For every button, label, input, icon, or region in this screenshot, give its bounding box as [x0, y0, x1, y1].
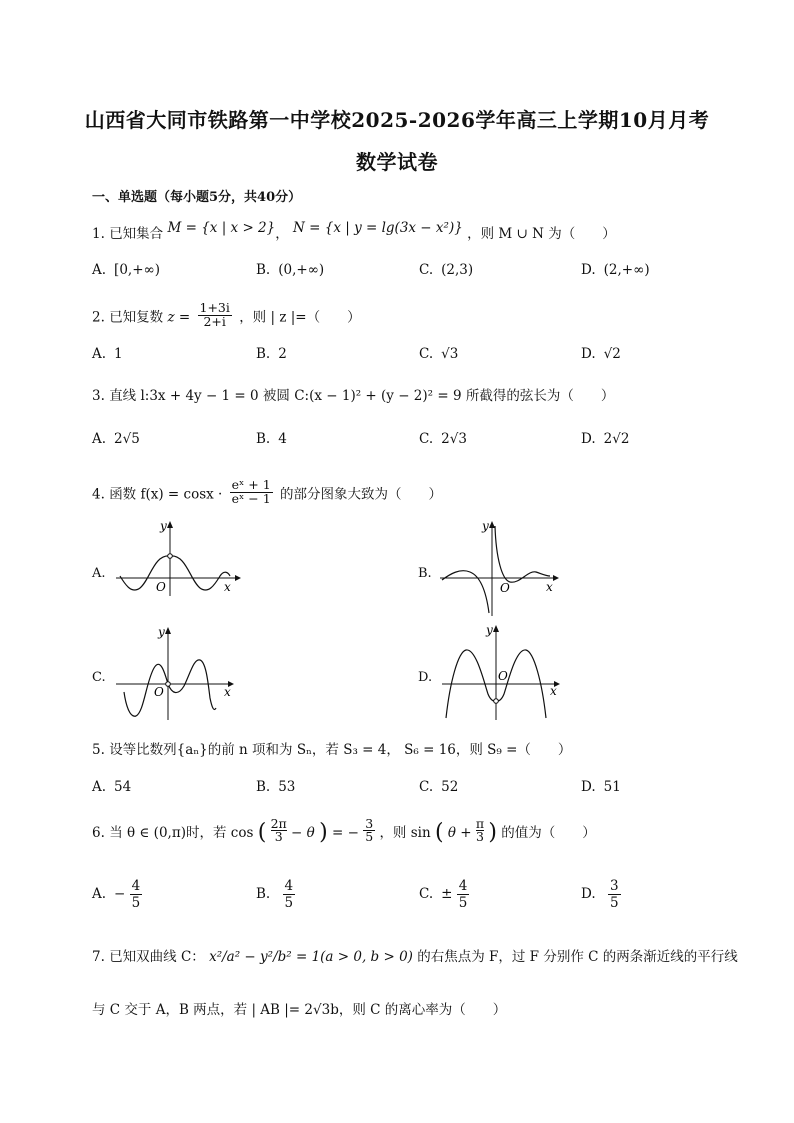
svg-text:O: O	[500, 581, 510, 595]
option-d: D. 2√2	[581, 431, 630, 447]
graph-b-label: B.	[418, 566, 432, 581]
fraction-numerator: 1+3i	[199, 300, 230, 315]
option-a: A. [0,+∞)	[92, 262, 161, 278]
option-b: B. $\frac{4}{5}$	[256, 878, 294, 911]
question-6: 6. 当 θ ∈ (0,π)时，若 cos ( $\frac{2\pi}{3}$ − θ ) = − $\frac{3}{5}$ ，则 sin ( θ + $\frac{\pi}{3}$ ) 的值为（ ）	[92, 815, 596, 845]
option-b: B. 53	[256, 779, 296, 795]
question-number: 1.	[92, 226, 105, 242]
question-2: 2. 已知复数 z = $\frac{1+3i}{2+i}$ ，则 | z |=（ ）	[92, 300, 361, 329]
option-d: D. 51	[581, 779, 621, 795]
graph-d-label: D.	[418, 670, 433, 685]
graph-b	[436, 518, 566, 618]
section-heading: 一、单选题（每小题5分，共40分）	[92, 190, 302, 205]
svg-text:O: O	[154, 685, 164, 699]
question-1: 1. 已知集合 M = {x | x > 2}， N = {x | y = lg(3x − x²)} ，则 M ∪ N 为（ ）	[92, 220, 616, 242]
graph-d	[436, 622, 566, 722]
svg-text:x: x	[546, 580, 553, 594]
question-7: 7. 已知双曲线 C： x²/a² − y²/b² = 1(a > 0, b > 0) 的右焦点为 F，过 F 分别作 C 的两条渐近线的平行线	[92, 949, 738, 965]
graph-a-label: A.	[92, 566, 106, 581]
svg-text:x: x	[224, 685, 231, 699]
svg-text:y: y	[160, 519, 167, 533]
option-b: B. (0,+∞)	[256, 262, 325, 278]
option-a: A. − $\frac{4}{5}$	[92, 878, 141, 911]
page-title: 山西省大同市铁路第一中学校2025-2026学年高三上学期10月月考	[84, 108, 710, 132]
question-text: 已知集合	[109, 226, 164, 242]
question-3: 3. 直线 l:3x + 4y − 1 = 0 被圆 C:(x − 1)² + (y − 2)² = 9 所截得的弦长为（ ）	[92, 388, 615, 404]
option-a: A. 54	[92, 779, 132, 795]
option-c: C. (2,3)	[419, 262, 474, 278]
svg-text:y: y	[486, 623, 493, 637]
svg-text:O: O	[498, 669, 508, 683]
fraction-denominator: 2+i	[203, 313, 226, 329]
option-d: D. √2	[581, 346, 621, 362]
option-a: A. 2√5	[92, 431, 140, 447]
option-c: C. √3	[419, 346, 459, 362]
option-c: C. 2√3	[419, 431, 467, 447]
svg-text:y: y	[158, 625, 165, 639]
set-m: M = {x | x > 2}	[167, 220, 276, 236]
svg-text:x: x	[550, 684, 557, 698]
set-n: N = {x | y = lg(3x − x²)}	[293, 220, 463, 236]
svg-text:x: x	[224, 580, 231, 594]
svg-text:O: O	[156, 580, 166, 594]
svg-text:y: y	[482, 519, 489, 533]
page-subtitle: 数学试卷	[356, 150, 438, 174]
graph-c-label: C.	[92, 670, 106, 685]
option-d: D. $\frac{3}{5}$	[581, 878, 619, 911]
graph-c	[110, 622, 240, 722]
option-c: C. ± $\frac{4}{5}$	[419, 878, 468, 911]
option-c: C. 52	[419, 779, 459, 795]
question-tail: ，则 M ∪ N 为（ ）	[467, 226, 616, 242]
question-4: 4. 函数 f(x) = cosx · $\frac{\text{eˣ + 1}}{\text{eˣ − 1}}$ 的部分图象大致为（ ）	[92, 477, 443, 506]
option-b: B. 4	[256, 431, 287, 447]
question-5: 5. 设等比数列{aₙ}的前 n 项和为 Sₙ，若 S₃ = 4， S₆ = 16，则 S₉ =（ ）	[92, 742, 572, 758]
question-7-line2: 与 C 交于 A，B 两点，若 | AB |= 2√3b，则 C 的离心率为（ ）	[92, 1002, 507, 1018]
option-a: A. 1	[92, 346, 123, 362]
option-b: B. 2	[256, 346, 287, 362]
option-d: D. (2,+∞)	[581, 262, 650, 278]
graph-a	[110, 518, 245, 598]
